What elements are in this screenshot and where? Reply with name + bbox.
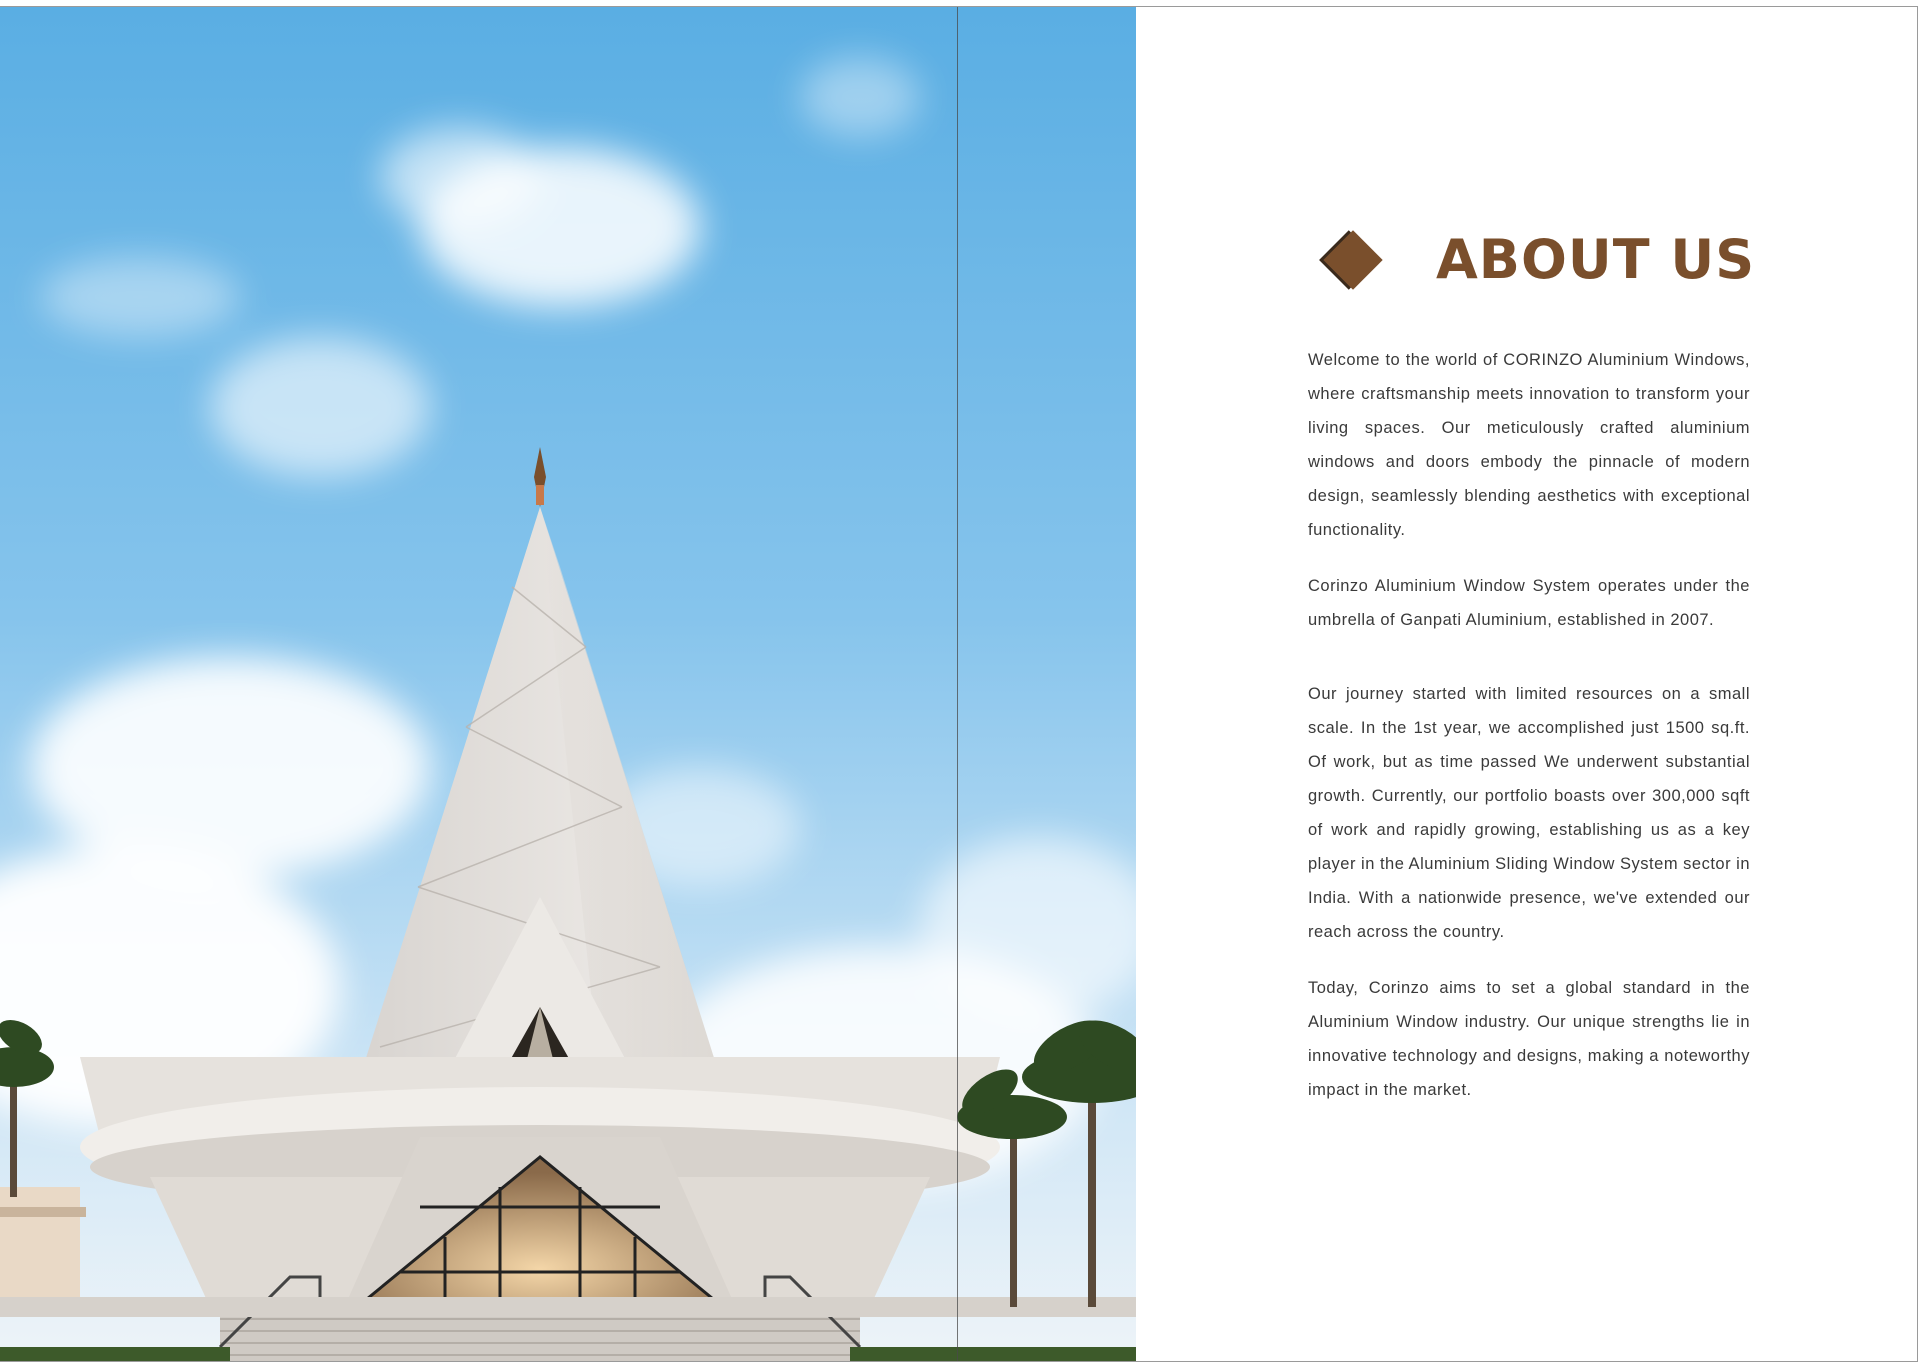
paragraph-umbrella: Corinzo Aluminium Window System operates under the umbrella of Ganpati Aluminium, established in 2007. [1308,577,1750,629]
heading-row [1324,225,1756,295]
diamond-icon [1323,230,1382,289]
temple-photo [0,7,1136,1361]
paragraph-journey: Our journey started with limited resources on a small scale. In the 1st year, we accomplished just 1500 sq.ft. Of work, but as time passed We underwent substantial growth. Currently, our portfolio boasts over 300,000 sqft of work and rapidly growing, establishing us as a key player in the Aluminium Sliding Window System sector in India. With a nationwide presence, we've extended our reach across the country. [1308,685,1751,941]
page-title: ABOUT US [1436,228,1756,291]
about-us-panel [1136,7,1917,1361]
paragraph-welcome: Welcome to the world of CORINZO Aluminium Windows, where craftsmanship meets innovation to transform your living spaces. Our meticulously crafted aluminium windows and doors embody the pinnacle of modern design, seamlessly blending aesthetics with exceptional functionality. [1308,351,1750,539]
paragraph-today: Today, Corinzo aims to set a global standard in the Aluminium Window industry. Our unique strengths lie in innovative technology and designs, making a noteworthy impact in the market. [1308,979,1750,1099]
about-body [1308,343,1750,1129]
brochure-spread [0,6,1918,1362]
page-fold [957,7,958,1361]
